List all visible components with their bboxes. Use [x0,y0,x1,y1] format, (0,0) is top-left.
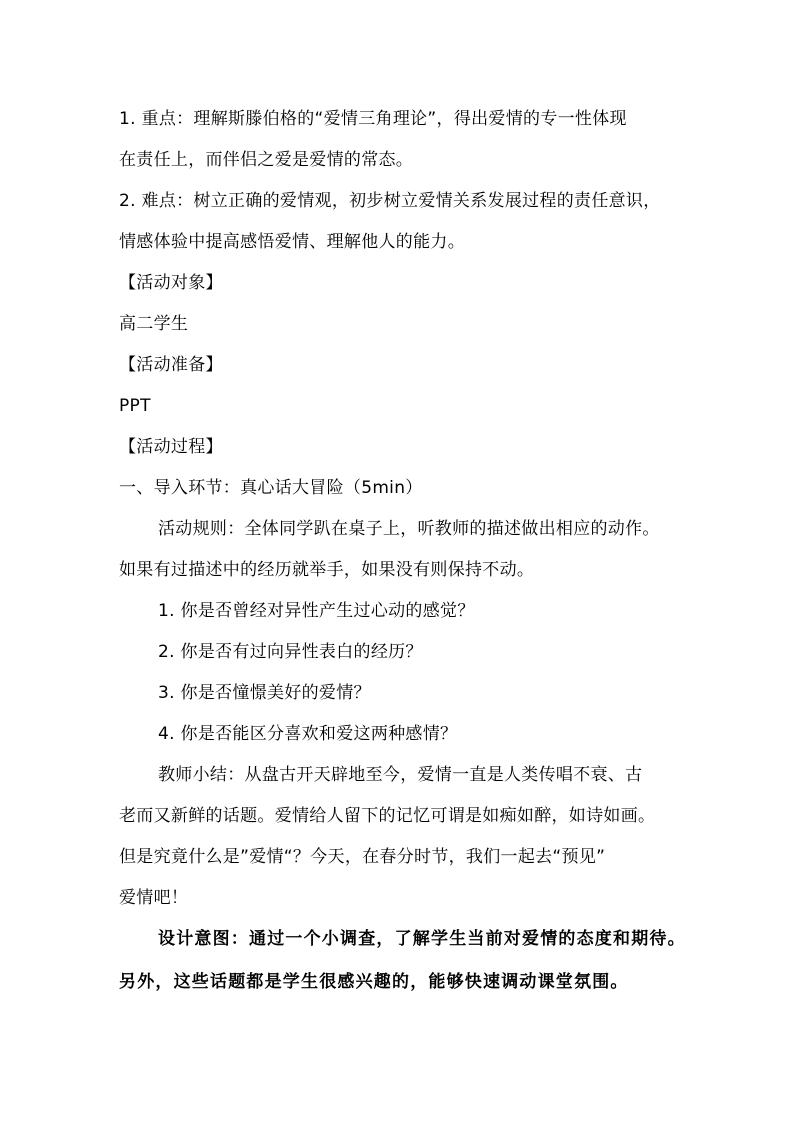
intro-section-title: 一、导入环节：真心话大冒险（5min） [119,478,423,498]
teacher-summary-line-3: 但是究竟什么是”爱情“？今天，在春分时节，我们一起去“预见” [119,847,606,867]
key-point-line-1: 1. 重点：理解斯滕伯格的“爱情三角理论”，得出爱情的专一性体现 [119,109,627,129]
section-heading-preparation: 【活动准备】 [119,355,223,375]
activity-rules-line-2: 如果有过描述中的经历就举手，如果没有则保持不动。 [119,560,535,580]
key-point-line-2: 在责任上，而伴侣之爱是爱情的常态。 [119,150,414,170]
section-heading-process: 【活动过程】 [119,437,223,457]
difficulty-line-2: 情感体验中提高感悟爱情、理解他人的能力。 [119,232,465,252]
design-intent-line-1: 设计意图：通过一个小调查，了解学生当前对爱情的态度和期待。 [158,929,686,949]
section-heading-audience: 【活动对象】 [119,273,223,293]
preparation-text: PPT [119,396,151,416]
teacher-summary-line-2: 老而又新鲜的话题。爱情给人留下的记忆可谓是如痴如醉，如诗如画。 [119,806,656,826]
question-item-3: 3. 你是否憧憬美好的爱情？ [158,683,371,703]
question-item-1: 1. 你是否曾经对异性产生过心动的感觉？ [158,601,475,621]
audience-text: 高二学生 [119,314,189,334]
question-item-2: 2. 你是否有过向异性表白的经历？ [158,642,423,662]
difficulty-line-1: 2. 难点：树立正确的爱情观，初步树立爱情关系发展过程的责任意识， [119,191,661,211]
design-intent-line-2: 另外，这些话题都是学生很感兴趣的，能够快速调动课堂氛围。 [119,972,629,992]
question-item-4: 4. 你是否能区分喜欢和爱这两种感情？ [158,724,458,744]
activity-rules-line-1: 活动规则：全体同学趴在桌子上，听教师的描述做出相应的动作。 [158,519,660,539]
teacher-summary-line-4: 爱情吧！ [119,888,189,908]
teacher-summary-line-1: 教师小结：从盘古开天辟地至今，爱情一直是人类传唱不衰、古 [158,765,643,785]
